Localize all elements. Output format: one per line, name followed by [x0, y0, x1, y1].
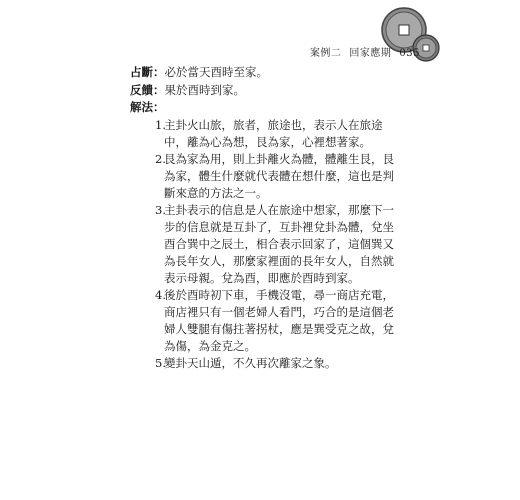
jie-fa-line	[130, 99, 165, 115]
running-head	[302, 44, 420, 59]
item-4-line-2: 商店裡只有一個老婦人看門，巧合的是這個老	[164, 305, 394, 319]
page-number: 035	[399, 48, 420, 59]
item-3-number: 3.	[155, 203, 166, 217]
fan-kui-text: 果於酉時到家。	[164, 83, 245, 97]
jie-fa-label: 解法：	[130, 100, 165, 114]
chapter-title: 回家應期	[349, 48, 392, 59]
item-4-line-3: 婦人雙腿有傷拄著拐杖，應是巽受克之故，兌	[164, 322, 394, 336]
item-4-line-1: 後於酉時初下車，手機沒電，尋一商店充電，	[164, 288, 394, 302]
item-3-line-2: 步的信息就是互卦了，互卦裡兌卦為體，兌坐	[164, 220, 394, 234]
item-2-line-2: 為家，體生什麼就代表體在想什麼，這也是判	[164, 169, 394, 183]
zhan-duan-line	[130, 64, 268, 80]
fan-kui-line	[130, 82, 245, 98]
item-3-line-3: 酉合巽中之辰土，相合表示回家了，這個巽又	[164, 237, 394, 251]
item-2-number: 2.	[155, 152, 166, 166]
zhan-duan-text: 必於當天酉時至家。	[164, 65, 268, 79]
item-3-line-5: 表示母親。兌為酉，即應於酉時到家。	[164, 271, 360, 285]
item-4-number: 4.	[155, 288, 166, 302]
item-3-line-1: 主卦表示的信息是人在旅途中想家，那麼下一	[164, 203, 394, 217]
case-label: 案例二	[309, 48, 342, 59]
item-5-number: 5.	[155, 356, 166, 370]
item-2-line-1: 艮為家為用，則上卦離火為體，體離生艮，艮	[164, 152, 394, 166]
item-3-line-4: 為長年女人，那麼家裡面的長年女人，自然就	[164, 254, 394, 268]
item-2-line-3: 斷來意的方法之一。	[164, 186, 268, 200]
item-1-line-1: 主卦火山旅，旅者，旅途也，表示人在旅途	[164, 118, 383, 132]
item-5-line-1: 變卦天山遁，不久再次離家之象。	[164, 356, 337, 370]
item-4-line-4: 為傷，為金克之。	[164, 339, 256, 353]
item-1-line-2: 中，離為心為想，艮為家，心裡想著家。	[164, 135, 371, 149]
item-1-number: 1.	[155, 118, 166, 132]
zhan-duan-label: 占斷：	[130, 65, 165, 79]
fan-kui-label: 反饋：	[130, 83, 165, 97]
